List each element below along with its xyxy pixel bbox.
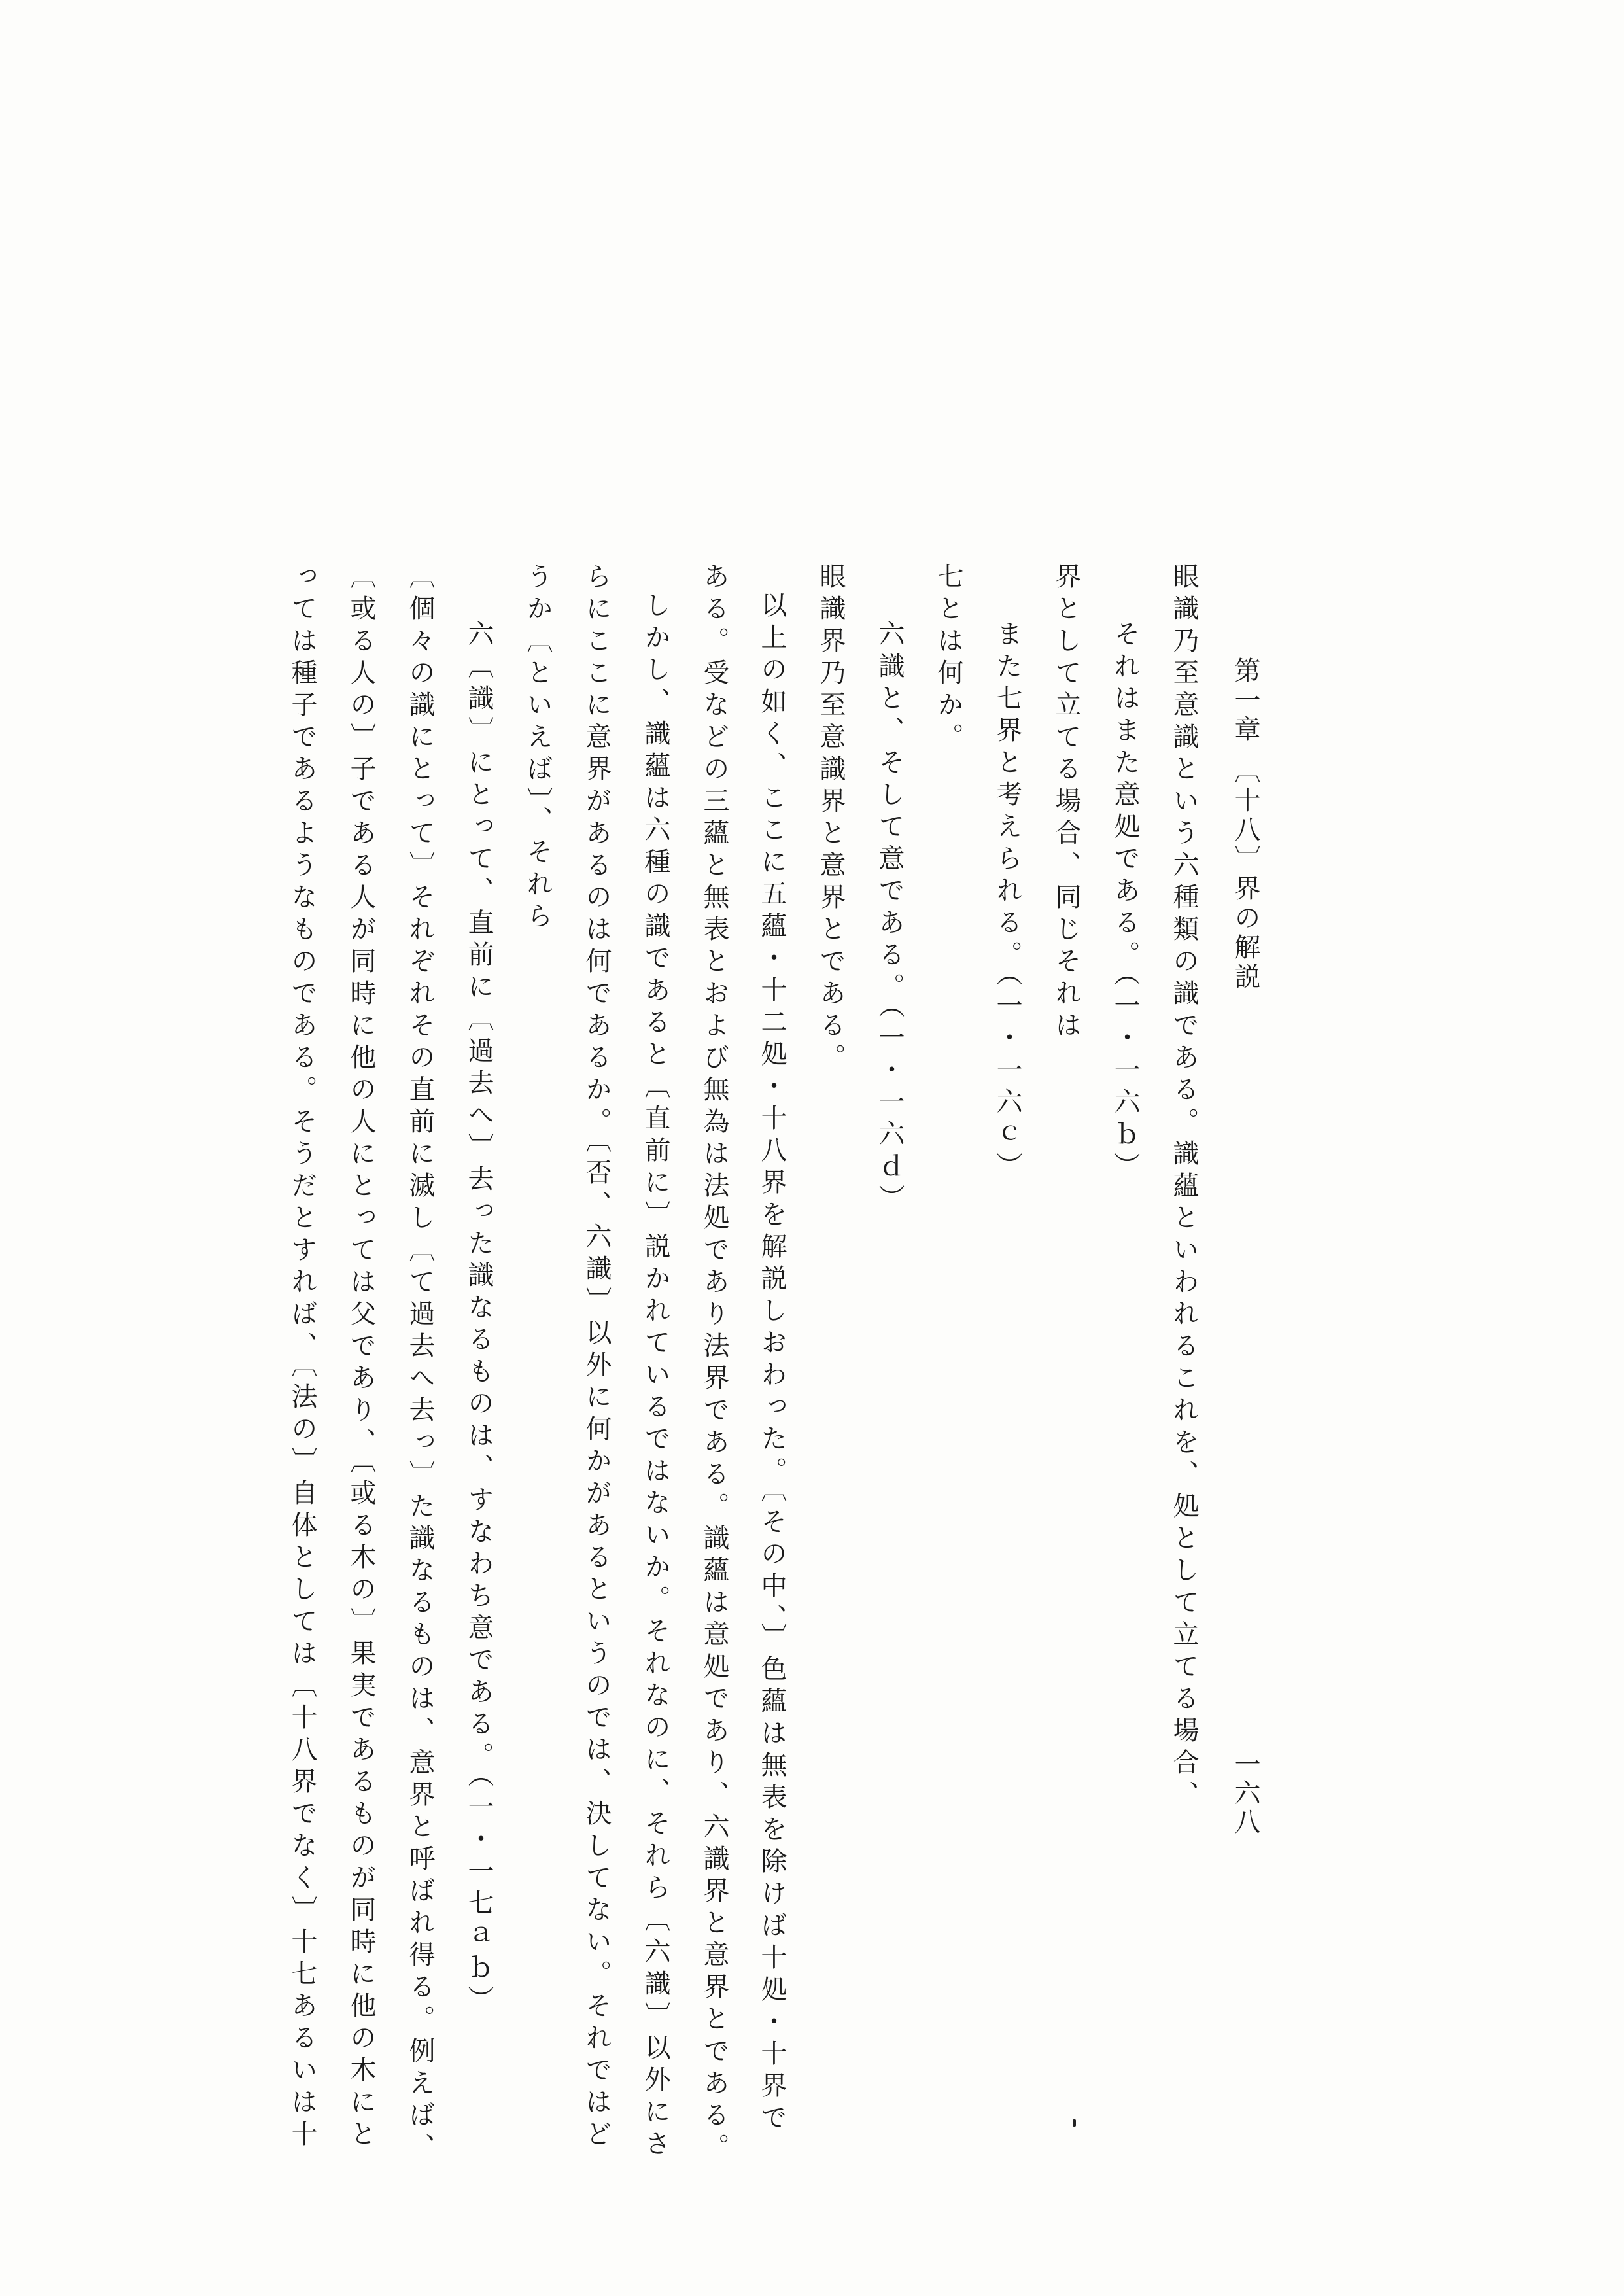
body-line-15: 〔或る人の〕子である人が同時に他の人にとっては父であり、〔或る木の〕果実であるものが同時に他の木にと	[346, 563, 376, 2152]
body-line-5: 七とは何か。	[933, 563, 963, 755]
body-line-8: 以上の如く、ここに五蘊・十二処・十八界を解説しおわった。〔その中、〕色蘊は無表を除けば十処・十界で	[757, 591, 787, 2136]
body-line-1: 眼識乃至意識という六種類の識である。識蘊といわれるこれを、処として立てる場合、	[1169, 563, 1199, 1813]
body-line-14: 〔個々の識にとって〕それぞれその直前に滅し〔て過去へ去っ〕た識なるものは、意界と呼ばれ得る。例えば、	[405, 563, 435, 2165]
body-line-6: 六識と、そして意である。（一・一六ｄ）	[874, 620, 905, 1216]
page-number: 一六八	[1230, 1750, 1260, 1837]
body-line-9: ある。受などの三蘊と無表とおよび無為は法処であり法界である。識蘊は意処であり、六識界と意界とである。	[699, 563, 729, 2165]
body-line-16: っては種子であるようなものである。そうだとすれば、〔法の〕自体としては〔十八界でなく〕十七あるいは十	[287, 563, 317, 2152]
body-line-12: うか〔といえば〕、それら	[523, 563, 553, 934]
body-line-2: それはまた意処である。（一・一六ｂ）	[1110, 620, 1140, 1184]
body-line-11: らにここに意界があるのは何であるか。〔否、六識〕以外に何かがあるというのでは、決してない。それではど	[581, 563, 612, 2152]
body-line-3: 界として立てる場合、同じそれは	[1051, 563, 1081, 1043]
body-line-13: 六〔識〕にとって、直前に〔過去へ〕去った識なるものは、すなわち意である。（一・一七ａｂ）	[464, 620, 494, 2017]
body-line-7: 眼識界乃至意識界と意界とである。	[816, 563, 846, 1075]
body-line-4: また七界と考えられる。（一・一六ｃ）	[992, 620, 1022, 1184]
ink-speck	[1073, 2119, 1076, 2127]
chapter-header: 第一章 〔十八〕界の解説	[1230, 657, 1260, 992]
body-line-10: しかし、識蘊は六種の識であると〔直前に〕説かれているではないか。それなのに、それら〔六識〕以外にさ	[640, 591, 670, 2162]
